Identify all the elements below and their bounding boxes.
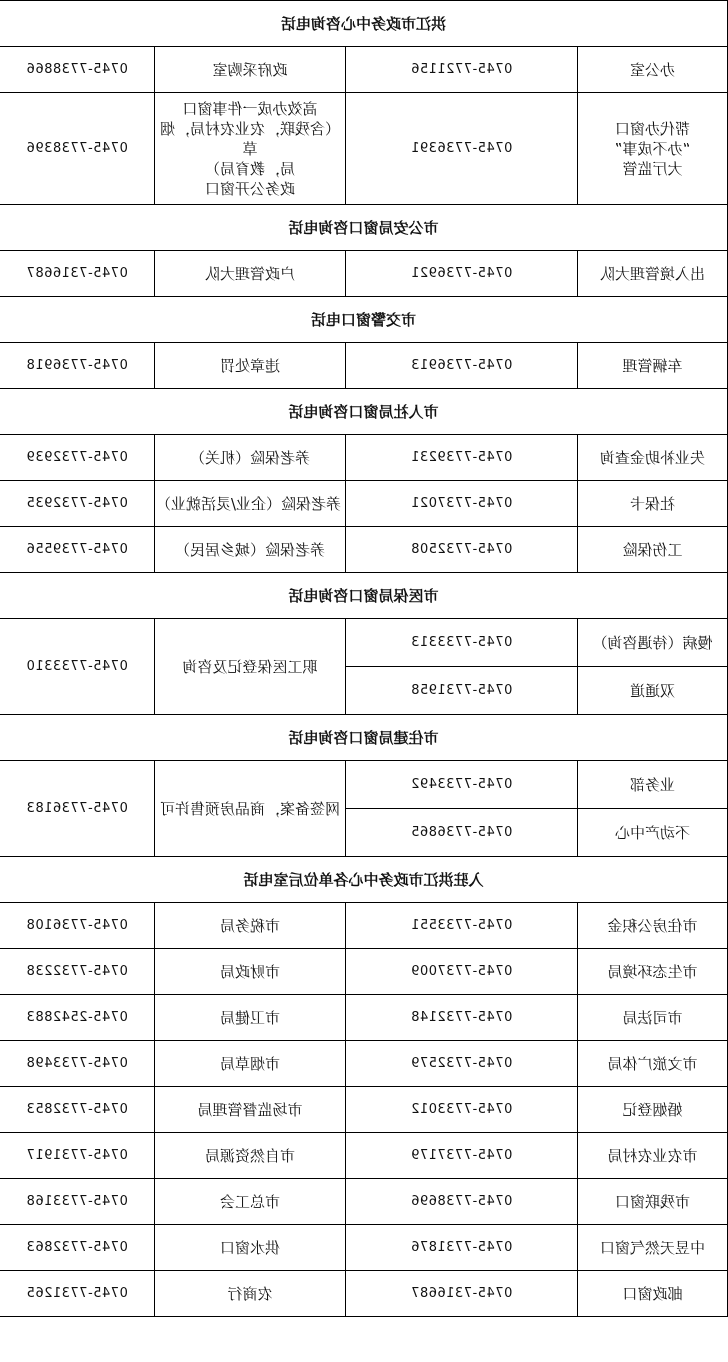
section-header (0, 857, 728, 903)
table-row (0, 527, 728, 573)
name-line: “办不成事” (614, 139, 691, 158)
name-line: （含残联，农业农村局，烟草 (160, 119, 341, 158)
department-name: 中昱天然气窗口 (578, 1225, 728, 1271)
section-header (0, 1, 728, 47)
department-name: 市文旅广体局 (578, 1041, 728, 1087)
department-name: 市场监督管理局 (155, 1087, 346, 1133)
department-name: 婚姻登记 (578, 1087, 728, 1133)
name-line: 政务公开窗口 (205, 179, 296, 198)
department-name: 社保卡 (578, 481, 728, 527)
phone-number: 0745-7736865 (346, 809, 578, 857)
table-row (0, 47, 728, 93)
department-name: 市残联窗口 (578, 1179, 728, 1225)
department-name: 市住房公积金 (578, 903, 728, 949)
phone-number: 0745-7736391 (346, 93, 578, 205)
table-row (0, 93, 728, 205)
department-name: 市自然资源局 (155, 1133, 346, 1179)
phone-number: 0745-7733310 (0, 619, 155, 715)
phone-number: 0745-7733551 (346, 903, 578, 949)
department-name: 政府采购室 (155, 47, 346, 93)
department-name: 不动产中心 (578, 809, 728, 857)
phone-number: 0745-7733168 (0, 1179, 155, 1225)
phone-number: 0745-7736108 (0, 903, 155, 949)
department-name: 市卫健局 (155, 995, 346, 1041)
phone-number: 0745-7733012 (346, 1087, 578, 1133)
phone-number: 0745-7733498 (0, 1041, 155, 1087)
section-title: 市医保局窗口咨询电话 (0, 573, 728, 619)
name-line: 局，教育局） (205, 159, 296, 178)
department-name: 业务部 (578, 761, 728, 809)
phone-number: 0745-7731917 (0, 1133, 155, 1179)
department-name: 市烟草局 (155, 1041, 346, 1087)
department-name: 养老保险（城乡居民） (155, 527, 346, 573)
section-header (0, 205, 728, 251)
table-row (0, 1225, 728, 1271)
phone-number: 0745-7732863 (0, 1225, 155, 1271)
section-header (0, 573, 728, 619)
phone-number: 0745-7739556 (0, 527, 155, 573)
phone-number: 0745-7316687 (346, 1271, 578, 1317)
table-row (0, 343, 728, 389)
department-name: 市农业农村局 (578, 1133, 728, 1179)
phone-number: 0745-2542883 (0, 995, 155, 1041)
department-name: 职工医保登记及咨询 (155, 619, 346, 715)
department-name: 供水窗口 (155, 1225, 346, 1271)
phone-number: 0745-7739231 (346, 435, 578, 481)
phone-number: 0745-7736918 (0, 343, 155, 389)
name-line: 高效办成一件事窗口 (182, 99, 318, 118)
phone-number: 0745-7737179 (346, 1133, 578, 1179)
section-title: 市交警窗口电话 (0, 297, 728, 343)
section-title: 市人社局窗口咨询电话 (0, 389, 728, 435)
department-name: 违章处罚 (155, 343, 346, 389)
phone-number: 0745-7736913 (346, 343, 578, 389)
table-row (0, 619, 728, 667)
department-name: 市总工会 (155, 1179, 346, 1225)
department-name: 养老保险（机关） (155, 435, 346, 481)
table-row (0, 481, 728, 527)
phone-number: 0745-7732508 (346, 527, 578, 573)
table-row (0, 1041, 728, 1087)
table-row (0, 995, 728, 1041)
phone-number: 0745-7732579 (346, 1041, 578, 1087)
phone-number: 0745-7738396 (0, 93, 155, 205)
section-title: 市公安局窗口咨询电话 (0, 205, 728, 251)
phone-number: 0745-7731876 (346, 1225, 578, 1271)
table-row (0, 1133, 728, 1179)
table-row (0, 1179, 728, 1225)
name-line: 帮代办窗口 (615, 119, 691, 138)
phone-number: 0745-7732939 (0, 435, 155, 481)
department-name: 市财政局 (155, 949, 346, 995)
department-name: 双通道 (578, 667, 728, 715)
department-name: 工伤保险 (578, 527, 728, 573)
phone-number: 0745-7732238 (0, 949, 155, 995)
phone-number: 0745-7733492 (346, 761, 578, 809)
phone-number: 0745-7738866 (0, 47, 155, 93)
phone-number: 0745-7731958 (346, 667, 578, 715)
phone-number: 0745-7721156 (346, 47, 578, 93)
section-header (0, 297, 728, 343)
department-name: 养老保险（企业/灵活就业） (155, 481, 346, 527)
phone-number: 0745-7737009 (346, 949, 578, 995)
department-name (155, 93, 346, 205)
department-name: 市生态环境局 (578, 949, 728, 995)
phone-number: 0745-7731265 (0, 1271, 155, 1317)
phone-number: 0745-7738696 (346, 1179, 578, 1225)
phone-number: 0745-7736921 (346, 251, 578, 297)
department-name: 网签备案，商品房预售许可 (155, 761, 346, 857)
department-name: 市税务局 (155, 903, 346, 949)
section-title: 入驻洪江市政务中心各单位后室电话 (0, 857, 728, 903)
department-name: 户政管理大队 (155, 251, 346, 297)
name-line: 大厅监管 (622, 159, 683, 178)
department-name: 慢病（待遇咨询） (578, 619, 728, 667)
department-name: 出入境管理大队 (578, 251, 728, 297)
phone-number: 0745-7316687 (0, 251, 155, 297)
phone-number: 0745-7733313 (346, 619, 578, 667)
department-name: 车辆管理 (578, 343, 728, 389)
table-row (0, 761, 728, 809)
department-name: 办公室 (578, 47, 728, 93)
table-row (0, 1087, 728, 1133)
table-row (0, 1271, 728, 1317)
phone-number: 0745-7732935 (0, 481, 155, 527)
department-name: 市司法局 (578, 995, 728, 1041)
table-row (0, 251, 728, 297)
table-row (0, 903, 728, 949)
phone-number: 0745-7736183 (0, 761, 155, 857)
phone-number: 0745-7732148 (346, 995, 578, 1041)
phone-number: 0745-7732853 (0, 1087, 155, 1133)
table-row (0, 949, 728, 995)
section-header (0, 389, 728, 435)
section-title: 市住建局窗口咨询电话 (0, 715, 728, 761)
department-name: 邮政窗口 (578, 1271, 728, 1317)
section-title: 洪江市政务中心咨询电话 (0, 1, 728, 47)
table-row (0, 435, 728, 481)
department-name: 失业补助金查询 (578, 435, 728, 481)
department-name: 农商行 (155, 1271, 346, 1317)
section-header (0, 715, 728, 761)
department-name (578, 93, 728, 205)
phone-number: 0745-7737021 (346, 481, 578, 527)
